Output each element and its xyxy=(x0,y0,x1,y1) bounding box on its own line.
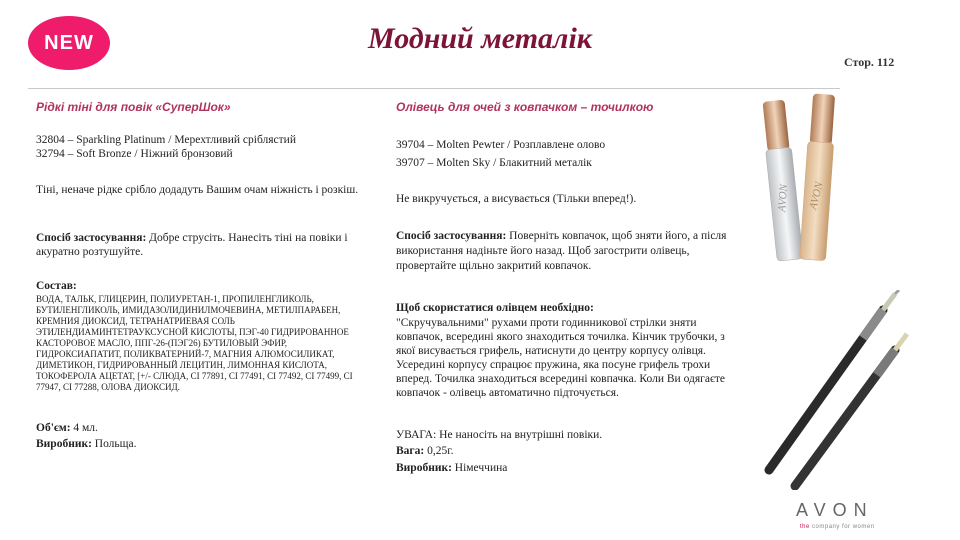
left-heading: Рідкі тіні для повік «СуперШок» xyxy=(36,100,231,114)
left-composition-text: ВОДА, ТАЛЬК, ГЛИЦЕРИН, ПОЛИУРЕТАН-1, ПРОПИЛЕНГЛИКОЛЬ, БУТИЛЕНГЛИКОЛЬ, ИМИДАЗОЛИДИНИЛМОЧЕВИНА, МЕТИЛПАРАБЕН, КРЕМНИЯ ДИОКСИД, ТЕТРАНАТРИЕВАЯ СОЛЬ ЭТИЛЕНДИАМИНТЕТРАУКСУСНОЙ КИСЛОТЫ, ПЭГ-40 ГИДРИРОВАННОЕ КАСТОРОВОЕ МАСЛО, ППГ-26-(ПЭГ26) БУТИЛОВЫЙ ЭФИР, ГИДРОКСИАПАТИТ, ПОЛИКВАТЕРНИЙ-7, МАГНИЯ АЛЮМОСИЛИКАТ, ДИМЕТИКОН, ГИДРИРОВАННЫЙ ЛЕЦИТИН, ЛИМОННАЯ КИСЛОТА, ТОКОФЕРОЛА АЦЕТАТ, [+/- СЛЮДА, CI 77891, CI 77491, CI 77492, CI 77499, CI 77947, CI 77288, ОЛОВА ДИОКСИД. xyxy=(36,294,353,392)
right-heading: Олівець для очей з ковпачком – точилкою xyxy=(396,100,654,114)
right-code-1: 39704 – Molten Pewter / Розплавлене олово xyxy=(396,139,606,151)
left-volume xyxy=(36,421,366,435)
avon-tagline-accent: the xyxy=(800,524,810,530)
avon-logo: AVON xyxy=(796,500,874,520)
right-product-codes xyxy=(396,138,746,170)
avon-tagline xyxy=(800,524,875,530)
silver-tube xyxy=(761,99,804,261)
left-volume-value: 4 мл. xyxy=(73,422,98,434)
right-weight-value: 0,25г. xyxy=(427,445,454,457)
left-volume-label: Об'єм: xyxy=(36,422,71,434)
left-maker xyxy=(36,437,366,451)
right-code-2: 39707 – Molten Sky / Блакитний металік xyxy=(396,157,592,169)
right-maker-label: Виробник: xyxy=(396,462,452,474)
right-weight xyxy=(396,444,746,458)
page-title: Модний металік xyxy=(367,22,592,55)
eye-pencils-image xyxy=(745,290,915,490)
right-weight-label: Вага: xyxy=(396,445,425,457)
right-maker xyxy=(396,461,746,475)
right-warning: УВАГА: Не наносіть на внутрішні повіки. xyxy=(396,429,603,441)
left-maker-label: Виробник: xyxy=(36,438,92,450)
right-how-label: Щоб скористатися олівцем необхідно: xyxy=(396,302,594,314)
left-description: Тіні, неначе рідке срібло додадуть Вашим очам ніжність і розкіш. xyxy=(36,184,359,196)
left-code-2: 32794 – Soft Bronze / Ніжний бронзовий xyxy=(36,148,233,160)
page-number: Стор. 112 xyxy=(844,55,895,69)
left-usage-text: Добре струсіть. Нанесіть тіні на повіки і акуратно розтушуйте. xyxy=(36,232,348,258)
right-how-text: "Скручувальними" рухами проти годинникової стрілки зняти ковпачок, всередині якого знаходиться точилка. Кінчик трубочки, з якої висувається грифель, натиснути до центру корпусу олівця. Усередині корпусу спрацює пружина, яка посуне грифель трохи вперед. Точилка знаходиться всередині ковпачка. Коли Ви одягаєте ковпачок - олівець автоматично підточується. xyxy=(396,317,726,399)
bronze-tube xyxy=(800,93,838,260)
avon-tagline-text: company for women xyxy=(812,524,875,530)
new-badge: NEW xyxy=(28,16,110,70)
left-maker-value: Польща. xyxy=(94,438,137,450)
right-maker-value: Німеччина xyxy=(454,462,508,474)
svg-text:AVON: AVON xyxy=(776,183,791,213)
pencil-1 xyxy=(769,290,899,470)
eyeshadow-tubes-image xyxy=(755,92,845,272)
left-product-codes xyxy=(36,133,366,161)
right-usage-text: Поверніть ковпачок, щоб зняти його, а після використання надіньте його назад. Щоб загострити олівець, провертайте щільно закритий ковпачок. xyxy=(396,230,727,272)
right-usage xyxy=(396,229,746,274)
right-usage-label: Спосіб застосування: xyxy=(396,230,507,242)
right-description: Не викручується, а висувається (Тільки вперед!). xyxy=(396,193,637,205)
svg-text:AVON: AVON xyxy=(807,180,826,211)
header-divider xyxy=(28,88,840,89)
left-code-1: 32804 – Sparkling Platinum / Мерехтливий сріблястий xyxy=(36,134,296,146)
left-usage xyxy=(36,231,366,259)
left-usage-label: Спосіб застосування: xyxy=(36,232,147,244)
left-composition-label: Состав: xyxy=(36,280,77,292)
